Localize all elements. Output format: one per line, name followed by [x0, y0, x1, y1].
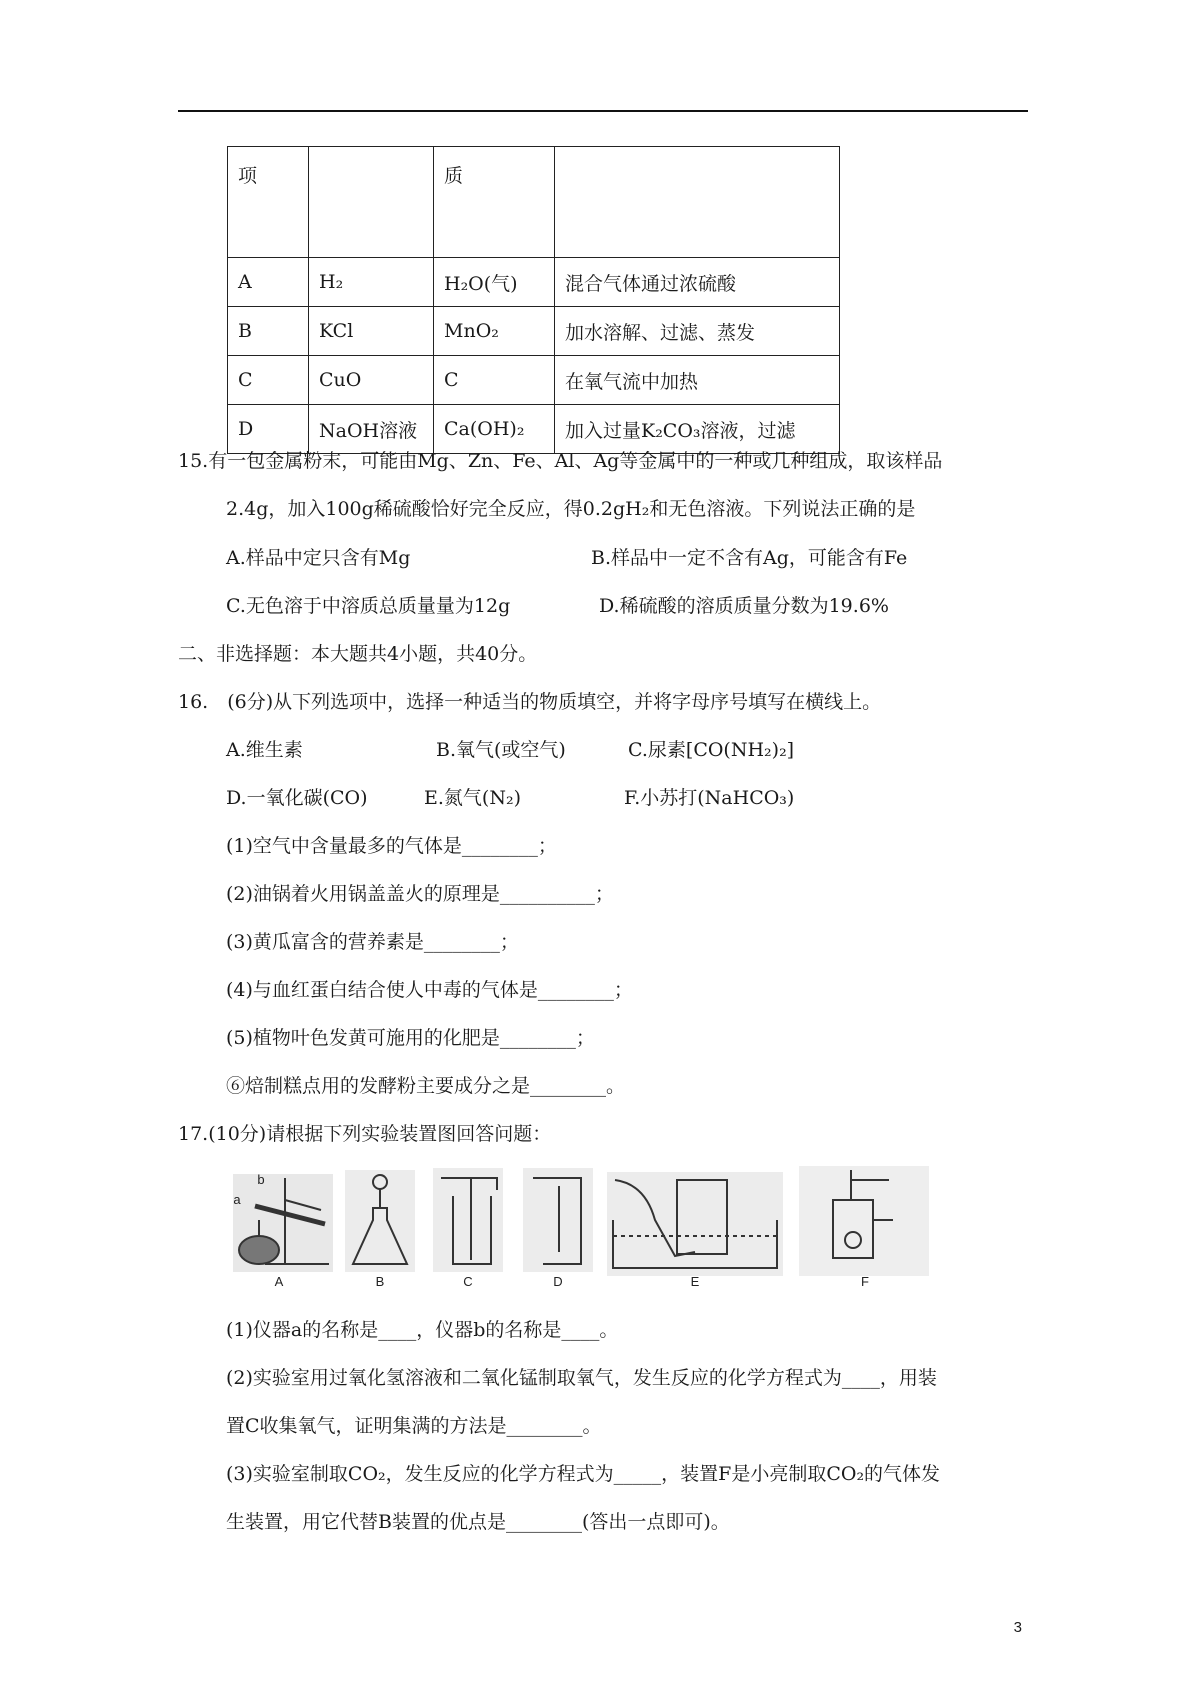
q17-item3-line2: 生装置，用它代替B装置的优点是________(答出一点即可)。 — [226, 1511, 730, 1533]
apparatus-a-icon — [233, 1174, 333, 1272]
table-cell: Ca(OH)₂ — [434, 405, 555, 454]
q16-item: (2)油锅着火用锅盖盖火的原理是__________； — [226, 883, 614, 905]
options-table — [227, 146, 840, 454]
table-cell: MnO₂ — [434, 307, 555, 356]
apparatus-c-icon — [433, 1168, 503, 1272]
apparatus-d-icon — [523, 1168, 593, 1272]
figure-label: D — [553, 1274, 563, 1288]
apparatus-b-icon — [345, 1170, 415, 1272]
q16-option-a: A.维生素 — [226, 739, 303, 761]
q15-option-d: D.稀硫酸的溶质质量分数为19.6% — [599, 595, 889, 617]
q16-item: (3)黄瓜富含的营养素是________； — [226, 931, 519, 953]
figure-label: C — [463, 1274, 473, 1288]
table-row — [228, 405, 840, 454]
q15-stem-line1: 15.有一包金属粉末，可能由Mg、Zn、Fe、Al、Ag等金属中的一种或几种组成，取该样品 — [178, 450, 943, 472]
mark-a-label: a — [233, 1192, 241, 1207]
q15-option-a: A.样品中定只含有Mg — [226, 547, 411, 569]
figure-label: A — [274, 1274, 284, 1288]
table-cell: D — [228, 405, 309, 454]
page-number: 3 — [1013, 1619, 1022, 1636]
table-cell: C — [228, 356, 309, 405]
q17-item3-line1: (3)实验室制取CO₂，发生反应的化学方程式为_____，装置F是小亮制取CO₂的气体发 — [226, 1463, 941, 1485]
section-heading: 二、非选择题：本大题共4小题，共40分。 — [178, 643, 538, 665]
q16-item: (5)植物叶色发黄可施用的化肥是________； — [226, 1027, 595, 1049]
table-row — [228, 258, 840, 307]
apparatus-f-icon — [799, 1166, 929, 1276]
table-header-row — [228, 147, 840, 258]
q16-option-b: B.氧气(或空气) — [436, 739, 566, 761]
q17-stem: 17.(10分)请根据下列实验装置图回答问题： — [178, 1123, 552, 1145]
table-cell — [555, 147, 840, 258]
q17-item1: (1)仪器a的名称是____，仪器b的名称是____。 — [226, 1319, 619, 1341]
q16-item: (4)与血红蛋白结合使人中毒的气体是________； — [226, 979, 633, 1001]
q16-stem: 16. (6分)从下列选项中，选择一种适当的物质填空，并将字母序号填写在横线上。 — [178, 691, 882, 713]
apparatus-e-icon — [607, 1172, 783, 1276]
q16-option-e: E.氮气(N₂) — [424, 787, 521, 809]
q16-item: (1)空气中含量最多的气体是________； — [226, 835, 557, 857]
table-cell: H₂O(气) — [434, 258, 555, 307]
q17-item2-line1: (2)实验室用过氧化氢溶液和二氧化锰制取氧气，发生反应的化学方程式为____，用装 — [226, 1367, 937, 1389]
table-cell: 质 — [434, 147, 555, 258]
table-cell: 加入过量K₂CO₃溶液，过滤 — [555, 405, 840, 454]
mark-b-label: b — [257, 1172, 265, 1187]
header-rule — [178, 110, 1028, 112]
q16-option-d: D.一氧化碳(CO) — [226, 787, 368, 809]
table-cell: CuO — [309, 356, 434, 405]
table-cell — [309, 147, 434, 258]
table-cell: KCl — [309, 307, 434, 356]
table-row — [228, 307, 840, 356]
table-cell: 项 — [228, 147, 309, 258]
table-cell: 加水溶解、过滤、蒸发 — [555, 307, 840, 356]
q17-item2-line2: 置C收集氧气，证明集满的方法是________。 — [226, 1415, 602, 1437]
table-cell: 在氧气流中加热 — [555, 356, 840, 405]
table-cell: A — [228, 258, 309, 307]
figure-label: B — [375, 1274, 385, 1288]
apparatus-figure — [225, 1160, 955, 1288]
q15-option-b: B.样品中一定不含有Ag，可能含有Fe — [591, 547, 908, 569]
table-cell: H₂ — [309, 258, 434, 307]
table-cell: C — [434, 356, 555, 405]
table-row — [228, 356, 840, 405]
q15-option-c: C.无色溶于中溶质总质量量为12g — [226, 595, 511, 617]
table-cell: B — [228, 307, 309, 356]
q15-stem-line2: 2.4g，加入100g稀硫酸恰好完全反应，得0.2gH₂和无色溶液。下列说法正确的是 — [226, 498, 916, 520]
q16-option-c: C.尿素[CO(NH₂)₂] — [628, 739, 795, 761]
figure-label: F — [861, 1274, 869, 1288]
table-cell: 混合气体通过浓硫酸 — [555, 258, 840, 307]
figure-label: E — [690, 1274, 700, 1288]
table-cell: NaOH溶液 — [309, 405, 434, 454]
q16-item: ⑥焙制糕点用的发酵粉主要成分之是________。 — [226, 1075, 626, 1097]
q16-option-f: F.小苏打(NaHCO₃) — [624, 787, 795, 809]
